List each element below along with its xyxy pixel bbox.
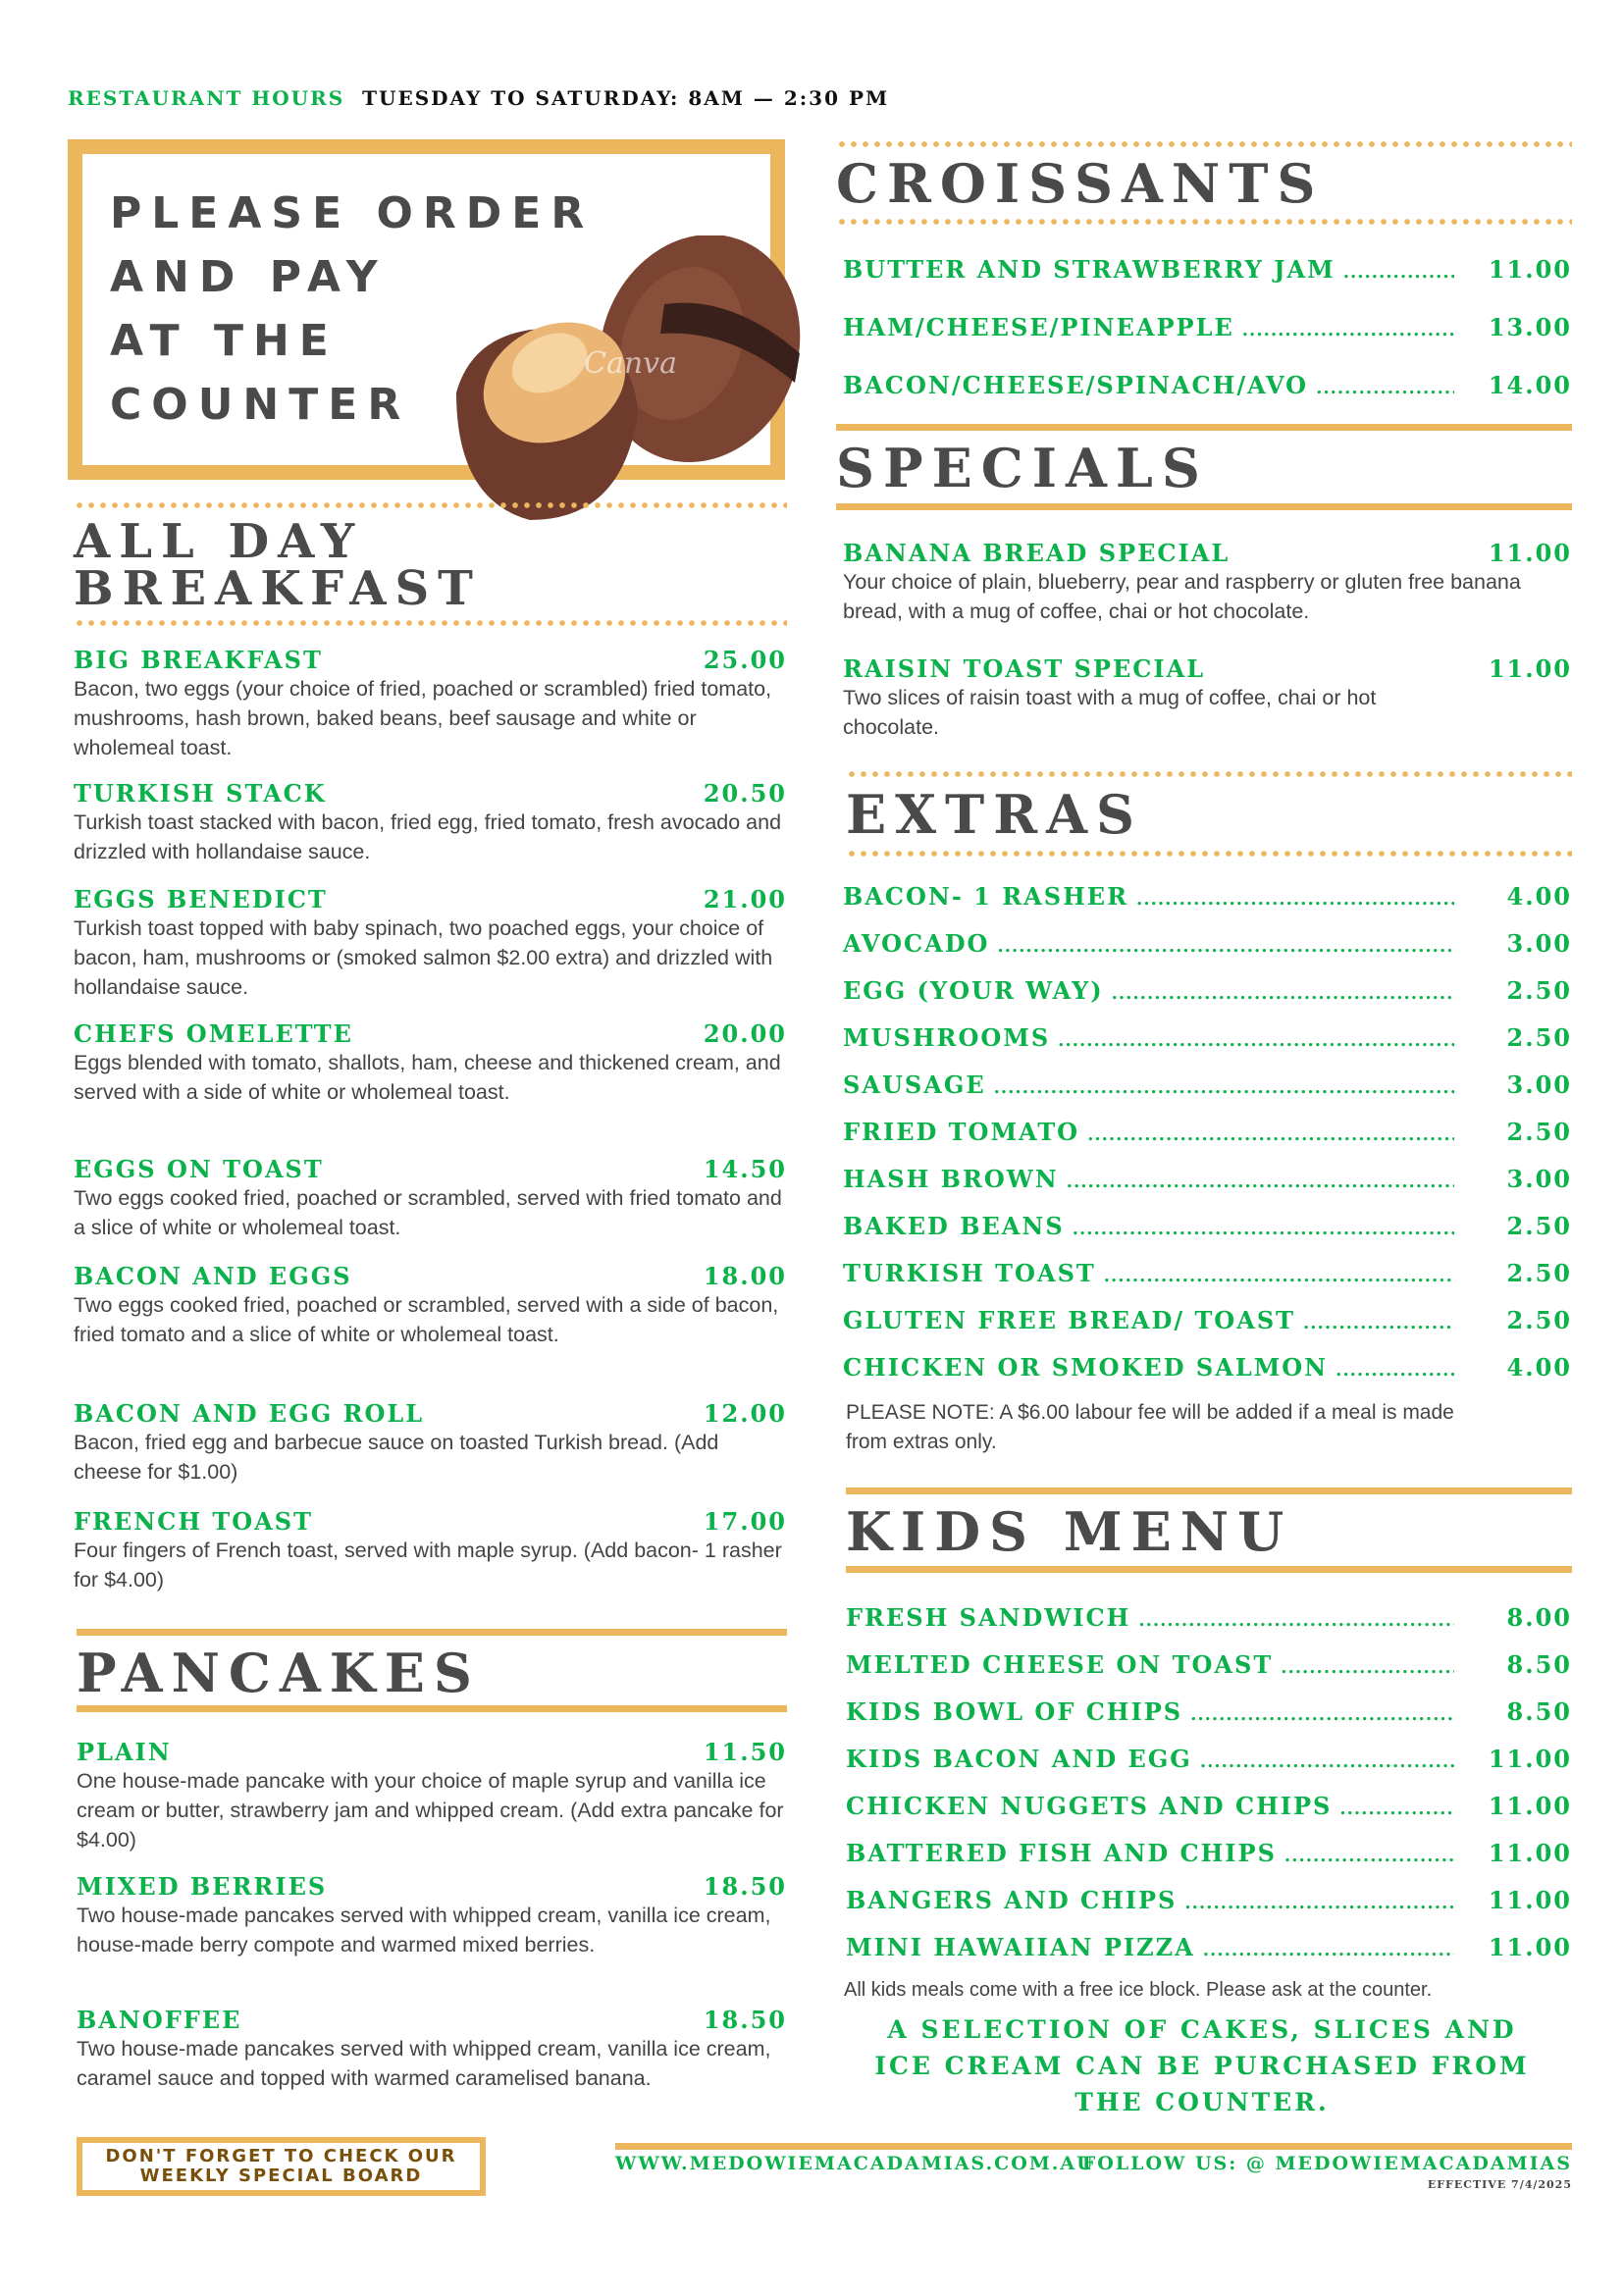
item-name: BACON/CHEESE/SPINACH/AVO xyxy=(843,371,1309,399)
social-follow[interactable]: FOLLOW US: @ MEDOWIEMACADAMIAS xyxy=(1081,2153,1572,2174)
notice-line: DON'T FORGET TO CHECK OUR xyxy=(105,2146,457,2166)
item-name: BANANA BREAD SPECIAL xyxy=(843,539,1231,567)
item-price: 18.50 xyxy=(703,1872,787,1901)
menu-item xyxy=(74,1507,787,1594)
menu-item xyxy=(74,779,787,866)
divider-dotted xyxy=(74,620,787,626)
footer-bar xyxy=(615,2143,1572,2150)
kids-note: All kids meals come with a free ice block. Please ask at the counter. xyxy=(844,1979,1433,2001)
divider-dotted xyxy=(836,141,1572,147)
item-description: Two slices of raisin toast with a mug of coffee, chai or hot chocolate. xyxy=(843,686,1377,739)
item-name: SAUSAGE xyxy=(843,1070,986,1099)
item-header xyxy=(77,1738,787,1767)
restaurant-hours xyxy=(68,86,889,110)
item-name: BANOFFEE xyxy=(77,2006,242,2034)
menu-item xyxy=(843,1070,1572,1104)
item-header xyxy=(74,1262,787,1291)
section-heading-breakfast xyxy=(74,514,482,616)
item-price: 4.00 xyxy=(1506,1353,1572,1382)
divider-bar xyxy=(846,1566,1572,1573)
item-header xyxy=(77,2006,787,2035)
item-price: 18.00 xyxy=(703,1262,787,1290)
divider-dotted xyxy=(836,219,1572,225)
dot-leader xyxy=(1203,1935,1454,1966)
divider-bar xyxy=(77,1629,787,1636)
menu-item xyxy=(846,1885,1572,1919)
divider-dotted xyxy=(846,771,1572,777)
divider-bar xyxy=(836,503,1572,510)
dot-leader xyxy=(994,1072,1454,1104)
item-name: BACON AND EGG ROLL xyxy=(74,1399,425,1428)
menu-item xyxy=(846,1696,1572,1731)
item-description: Eggs blended with tomato, shallots, ham, cheese and thickened cream, and served with a side of white or wholemeal toast. xyxy=(74,1051,781,1104)
section-heading-specials: SPECIALS xyxy=(836,437,1209,499)
dot-leader xyxy=(1190,1699,1454,1731)
item-description: Turkish toast topped with baby spinach, two poached eggs, your choice of bacon, ham, mushrooms or (smoked salmon $2.00 extra) and drizzled with hollandaise sauce. xyxy=(74,916,773,999)
item-header xyxy=(77,1872,787,1902)
item-name: EGGS BENEDICT xyxy=(74,885,328,913)
menu-item xyxy=(843,1211,1572,1245)
item-price: 20.50 xyxy=(703,779,787,808)
item-name: CHICKEN OR SMOKED SALMON xyxy=(843,1353,1329,1382)
menu-item xyxy=(846,1649,1572,1684)
item-name: KIDS BOWL OF CHIPS xyxy=(846,1697,1183,1726)
item-header xyxy=(74,1399,787,1429)
menu-item xyxy=(843,928,1572,963)
menu-item xyxy=(843,312,1572,346)
menu-item xyxy=(843,1305,1572,1339)
menu-item xyxy=(74,1399,787,1487)
menu-item xyxy=(843,254,1572,288)
item-price: 2.50 xyxy=(1506,1212,1572,1240)
item-description: One house-made pancake with your choice of maple syrup and vanilla ice cream or butter, strawberry jam and whipped cream. (Add extra pancake for $4.00) xyxy=(77,1769,784,1852)
order-line: COUNTER xyxy=(110,380,411,430)
item-description: Your choice of plain, blueberry, pear and raspberry or gluten free banana bread, with a mug of coffee, chai or hot chocolate. xyxy=(843,570,1521,623)
item-price: 14.00 xyxy=(1488,371,1572,399)
item-name: BIG BREAKFAST xyxy=(74,646,323,674)
item-name: AVOCADO xyxy=(843,929,990,958)
section-heading-croissants: CROISSANTS xyxy=(836,152,1325,215)
menu-item xyxy=(843,1258,1572,1292)
item-name: EGG (YOUR WAY) xyxy=(843,976,1104,1005)
menu-item xyxy=(843,1164,1572,1198)
menu-item xyxy=(846,1602,1572,1637)
item-name: FRENCH TOAST xyxy=(74,1507,313,1536)
dot-leader xyxy=(1284,1841,1454,1872)
macadamia-nut-image xyxy=(437,235,819,530)
item-name: BACON AND EGGS xyxy=(74,1262,352,1290)
item-name: FRIED TOMATO xyxy=(843,1118,1080,1146)
menu-item xyxy=(843,1352,1572,1386)
dot-leader xyxy=(1200,1747,1454,1778)
item-header xyxy=(74,779,787,809)
item-price: 11.00 xyxy=(1488,1886,1572,1914)
menu-item xyxy=(843,370,1572,404)
item-price: 3.00 xyxy=(1506,929,1572,958)
menu-item xyxy=(843,1022,1572,1057)
menu-item xyxy=(74,1155,787,1242)
menu-item xyxy=(843,654,1572,742)
item-description: Bacon, fried egg and barbecue sauce on toasted Turkish bread. (Add cheese for $1.00) xyxy=(74,1431,719,1484)
divider-bar xyxy=(77,1705,787,1712)
canva-watermark: Canva xyxy=(584,346,677,381)
dot-leader xyxy=(1242,315,1454,346)
dot-leader xyxy=(1073,1214,1454,1245)
heading-line: ALL DAY xyxy=(74,514,364,569)
dot-leader xyxy=(997,931,1454,963)
item-price: 18.50 xyxy=(703,2006,787,2034)
section-heading-extras: EXTRAS xyxy=(846,783,1144,846)
item-description: Two house-made pancakes served with whipped cream, vanilla ice cream, caramel sauce and topped with warmed caramelised banana. xyxy=(77,2037,771,2090)
item-price: 11.00 xyxy=(1488,1792,1572,1820)
section-heading-kids: KIDS MENU xyxy=(846,1500,1293,1563)
order-line: AT THE xyxy=(110,316,339,366)
item-price: 2.50 xyxy=(1506,1259,1572,1287)
item-price: 11.00 xyxy=(1488,1839,1572,1867)
item-price: 11.00 xyxy=(1488,1745,1572,1773)
item-name: HAM/CHEESE/PINEAPPLE xyxy=(843,313,1234,341)
item-name: BATTERED FISH AND CHIPS xyxy=(846,1839,1277,1867)
item-header xyxy=(74,885,787,914)
effective-date: EFFECTIVE 7/4/2025 xyxy=(1427,2178,1572,2191)
divider-dotted xyxy=(74,502,787,508)
item-header xyxy=(74,1019,787,1049)
menu-item xyxy=(843,1117,1572,1151)
item-price: 8.00 xyxy=(1506,1603,1572,1632)
item-price: 11.50 xyxy=(703,1738,787,1766)
item-name: RAISIN TOAST SPECIAL xyxy=(843,654,1206,683)
item-name: EGGS ON TOAST xyxy=(74,1155,324,1183)
menu-item xyxy=(74,885,787,1002)
item-name: PLAIN xyxy=(77,1738,172,1766)
item-header xyxy=(74,1155,787,1184)
menu-item xyxy=(74,1019,787,1107)
item-price: 8.50 xyxy=(1506,1697,1572,1726)
item-name: TURKISH TOAST xyxy=(843,1259,1096,1287)
menu-item xyxy=(843,975,1572,1010)
item-name: BANGERS AND CHIPS xyxy=(846,1886,1178,1914)
item-name: BACON- 1 RASHER xyxy=(843,882,1129,911)
item-price: 13.00 xyxy=(1488,313,1572,341)
extras-note: PLEASE NOTE: A $6.00 labour fee will be added if a meal is made from extras only. xyxy=(846,1401,1454,1453)
item-price: 8.50 xyxy=(1506,1650,1572,1679)
item-price: 3.00 xyxy=(1506,1070,1572,1099)
dot-leader xyxy=(1281,1652,1454,1684)
item-description: Two eggs cooked fried, poached or scrambled, served with fried tomato and a slice of white or wholemeal toast. xyxy=(74,1186,782,1239)
item-header xyxy=(843,539,1572,568)
item-price: 2.50 xyxy=(1506,976,1572,1005)
item-price: 11.00 xyxy=(1488,1933,1572,1961)
menu-item xyxy=(77,2006,787,2093)
menu-item xyxy=(843,881,1572,915)
menu-item xyxy=(74,1262,787,1349)
item-price: 2.50 xyxy=(1506,1023,1572,1052)
item-price: 25.00 xyxy=(703,646,787,674)
item-price: 12.00 xyxy=(703,1399,787,1428)
cakes-selection-notice: A SELECTION OF CAKES, SLICES AND ICE CREAM CAN BE PURCHASED FROM THE COUNTER. xyxy=(874,2015,1530,2116)
dot-leader xyxy=(1303,1308,1454,1339)
item-description: Four fingers of French toast, served with maple syrup. (Add bacon- 1 rasher for $4.00) xyxy=(74,1539,782,1592)
section-heading-pancakes: PANCAKES xyxy=(77,1642,481,1704)
item-description: Bacon, two eggs (your choice of fried, poached or scrambled) fried tomato, mushrooms, hash brown, baked beans, beef sausage and white or wholemeal toast. xyxy=(74,677,772,759)
item-price: 17.00 xyxy=(703,1507,787,1536)
notice-line: WEEKLY SPECIAL BOARD xyxy=(139,2166,423,2186)
item-price: 11.00 xyxy=(1488,255,1572,284)
hours-label: RESTAURANT HOURS xyxy=(68,86,345,110)
item-description: Two eggs cooked fried, poached or scrambled, served with a side of bacon, fried tomato and a slice of white or wholemeal toast. xyxy=(74,1293,779,1346)
dot-leader xyxy=(1343,257,1454,288)
website-link[interactable]: WWW.MEDOWIEMACADAMIAS.COM.AU xyxy=(615,2153,1095,2174)
dot-leader xyxy=(1087,1120,1454,1151)
heading-line: BREAKFAST xyxy=(74,561,482,616)
item-name: HASH BROWN xyxy=(843,1165,1059,1193)
item-header xyxy=(74,646,787,675)
menu-item xyxy=(846,1838,1572,1872)
menu-item xyxy=(74,646,787,762)
item-name: FRESH SANDWICH xyxy=(846,1603,1131,1632)
divider-dotted xyxy=(846,851,1572,857)
item-name: MUSHROOMS xyxy=(843,1023,1051,1052)
item-price: 11.00 xyxy=(1488,654,1572,683)
item-header xyxy=(843,654,1572,684)
dot-leader xyxy=(1316,373,1454,404)
order-line: AND PAY xyxy=(110,252,388,302)
divider-bar xyxy=(836,424,1572,431)
hours-value: TUESDAY TO SATURDAY: 8AM — 2:30 PM xyxy=(362,86,890,110)
item-name: BAKED BEANS xyxy=(843,1212,1065,1240)
item-price: 2.50 xyxy=(1506,1306,1572,1334)
item-name: BUTTER AND STRAWBERRY JAM xyxy=(843,255,1336,284)
weekly-special-board-notice xyxy=(77,2137,486,2196)
dot-leader xyxy=(1067,1167,1454,1198)
item-name: CHEFS OMELETTE xyxy=(74,1019,353,1048)
dot-leader xyxy=(1336,1355,1454,1386)
menu-item xyxy=(843,539,1572,626)
item-name: KIDS BACON AND EGG xyxy=(846,1745,1192,1773)
item-description: Two house-made pancakes served with whipped cream, vanilla ice cream, house-made berry compote and warmed mixed berries. xyxy=(77,1904,771,1957)
dot-leader xyxy=(1184,1888,1454,1919)
item-name: CHICKEN NUGGETS AND CHIPS xyxy=(846,1792,1333,1820)
menu-item xyxy=(77,1872,787,1959)
menu-item xyxy=(846,1932,1572,1966)
item-name: MELTED CHEESE ON TOAST xyxy=(846,1650,1274,1679)
menu-item xyxy=(846,1791,1572,1825)
item-price: 11.00 xyxy=(1488,539,1572,567)
item-price: 20.00 xyxy=(703,1019,787,1048)
dot-leader xyxy=(1136,884,1454,915)
item-price: 3.00 xyxy=(1506,1165,1572,1193)
dot-leader xyxy=(1112,978,1454,1010)
item-price: 14.50 xyxy=(703,1155,787,1183)
item-description: Turkish toast stacked with bacon, fried egg, fried tomato, fresh avocado and drizzled with hollandaise sauce. xyxy=(74,810,782,863)
menu-item xyxy=(846,1744,1572,1778)
dot-leader xyxy=(1058,1025,1454,1057)
item-price: 2.50 xyxy=(1506,1118,1572,1146)
dot-leader xyxy=(1339,1794,1454,1825)
item-name: MIXED BERRIES xyxy=(77,1872,328,1901)
item-name: MINI HAWAIIAN PIZZA xyxy=(846,1933,1195,1961)
order-line: PLEASE ORDER xyxy=(110,188,595,238)
item-price: 4.00 xyxy=(1506,882,1572,911)
divider-bar xyxy=(846,1487,1572,1494)
item-price: 21.00 xyxy=(703,885,787,913)
item-name: GLUTEN FREE BREAD/ TOAST xyxy=(843,1306,1296,1334)
dot-leader xyxy=(1138,1605,1454,1637)
item-name: TURKISH STACK xyxy=(74,779,327,808)
menu-item xyxy=(77,1738,787,1854)
dot-leader xyxy=(1104,1261,1454,1292)
item-header xyxy=(74,1507,787,1537)
